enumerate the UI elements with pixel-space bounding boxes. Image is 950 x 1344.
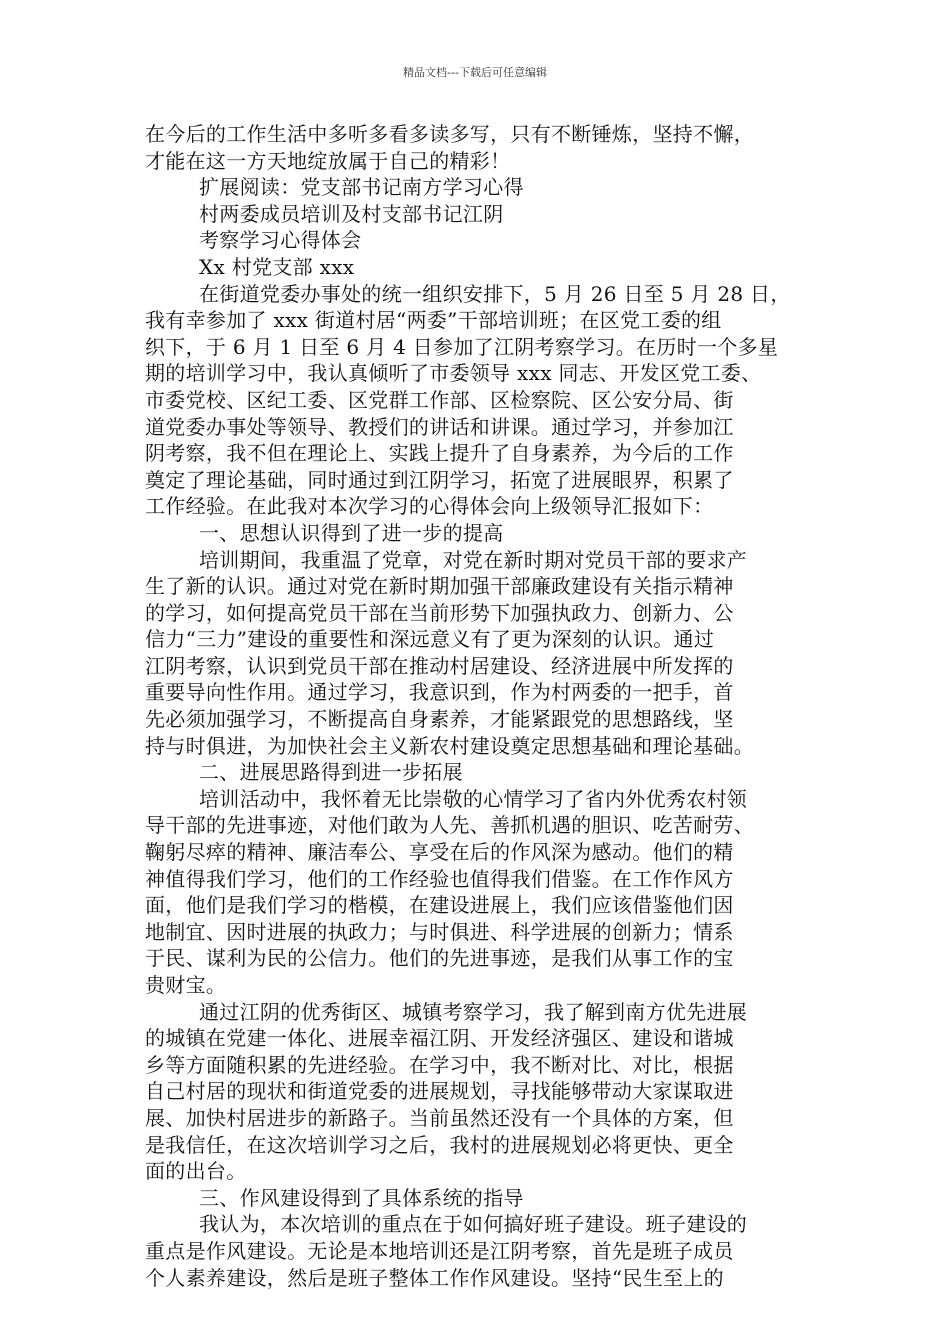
text-line: 先必须加强学习，不断提高自身素养，才能紧跟党的思想路线，坚 [145,707,734,732]
document-body [145,121,815,1291]
text-line: 神值得我们学习，他们的工作经验也值得我们借鉴。在工作作风方 [145,866,734,891]
text-line: 展、加快村居进步的新路子。当前虽然还没有一个具体的方案，但 [145,1105,734,1130]
text-line: 生了新的认识。通过对党在新时期加强干部廉政建设有关指示精神 [145,574,734,599]
text-line: 面，他们是我们学习的楷模，在建设进展上，我们应该借鉴他们因 [145,893,734,918]
text-line: 市委党校、区纪工委、区党群工作部、区检察院、区公安分局、街 [145,387,734,412]
text-line: 三、作风建设得到了具体系统的指导 [199,1185,524,1210]
text-line: 是我信任，在这次培训学习之后，我村的进展规划必将更快、更全 [145,1132,734,1157]
page-header: 精品文档---下载后可任意编辑 [403,66,547,79]
text-line: 我有幸参加了 xxx 街道村居“两委”干部培训班；在区党工委的组 [145,308,722,333]
text-line: 贵财宝。 [145,973,227,997]
text-line: 重点是作风建设。无论是本地培训还是江阴考察，首先是班子成员 [145,1238,734,1263]
text-line: 在街道党委办事处的统一组织安排下，5 月 26 日至 5 月 28 日， [199,281,791,306]
text-line: 扩展阅读：党支部书记南方学习心得 [199,175,524,200]
text-line: Xx 村党支部 xxx [199,254,355,279]
text-line: 于民、谋利为民的公信力。他们的先进事迹，是我们从事工作的宝 [145,946,734,971]
text-line: 江阴考察，认识到党员干部在推动村居建设、经济进展中所发挥的 [145,653,734,678]
text-line: 一、思想认识得到了进一步的提高 [199,520,504,545]
text-line: 培训活动中，我怀着无比崇敬的心情学习了省内外优秀农村领 [199,786,748,811]
text-line: 培训期间，我重温了党章，对党在新时期对党员干部的要求产 [199,547,748,572]
text-line: 织下，于 6 月 1 日至 6 月 4 日参加了江阴考察学习。在历时一个多星 [145,334,779,359]
text-line: 才能在这一方天地绽放属于自己的精彩！ [145,148,511,173]
text-line: 工作经验。在此我对本次学习的心得体会向上级领导汇报如下： [145,494,714,519]
text-line: 面的出台。 [145,1159,247,1184]
text-line: 通过江阴的优秀街区、城镇考察学习，我了解到南方优先进展 [199,999,748,1024]
text-line: 的城镇在党建一体化、进展幸福江阴、开发经济强区、建设和谐城 [145,1026,734,1051]
text-line: 我认为，本次培训的重点在于如何搞好班子建设。班子建设的 [199,1212,748,1237]
text-line: 自己村居的现状和街道党委的进展规划，寻找能够带动大家谋取进 [145,1079,734,1104]
text-line: 阴考察，我不但在理论上、实践上提升了自身素养，为今后的工作 [145,441,734,466]
text-line: 信力“三力”建设的重要性和深远意义有了更为深刻的认识。通过 [145,627,715,652]
text-line: 二、进展思路得到进一步拓展 [199,760,463,785]
text-line: 地制宜、因时进展的执政力；与时俱进、科学进展的创新力；情系 [145,919,734,944]
text-line: 道党委办事处等领导、教授们的讲话和讲课。通过学习，并参加江 [145,414,734,439]
text-line: 奠定了理论基础，同时通过到江阴学习，拓宽了进展眼界，积累了 [145,467,734,492]
text-line: 考察学习心得体会 [199,228,362,253]
text-line: 的学习，如何提高党员干部在当前形势下加强执政力、创新力、公 [145,600,734,625]
text-line: 导干部的先进事迹，对他们敢为人先、善抓机遇的胆识、吃苦耐劳、 [145,813,754,838]
text-line: 在今后的工作生活中多听多看多读多写，只有不断锤炼，坚持不懈， [145,122,754,146]
text-line: 重要导向性作用。通过学习，我意识到，作为村两委的一把手，首 [145,680,734,705]
text-line: 持与时俱进，为加快社会主义新农村建设奠定思想基础和理论基础。 [145,733,754,758]
text-line: 个人素养建设，然后是班子整体工作作风建设。坚持“民生至上的 [145,1265,724,1290]
text-line: 村两委成员培训及村支部书记江阴 [199,201,504,226]
text-line: 期的培训学习中，我认真倾听了市委领导 xxx 同志、开发区党工委、 [145,361,762,386]
text-line: 乡等方面随积累的先进经验。在学习中，我不断对比、对比，根据 [145,1052,734,1077]
text-line: 鞠躬尽瘁的精神、廉洁奉公、享受在后的作风深为感动。他们的精 [145,840,734,865]
